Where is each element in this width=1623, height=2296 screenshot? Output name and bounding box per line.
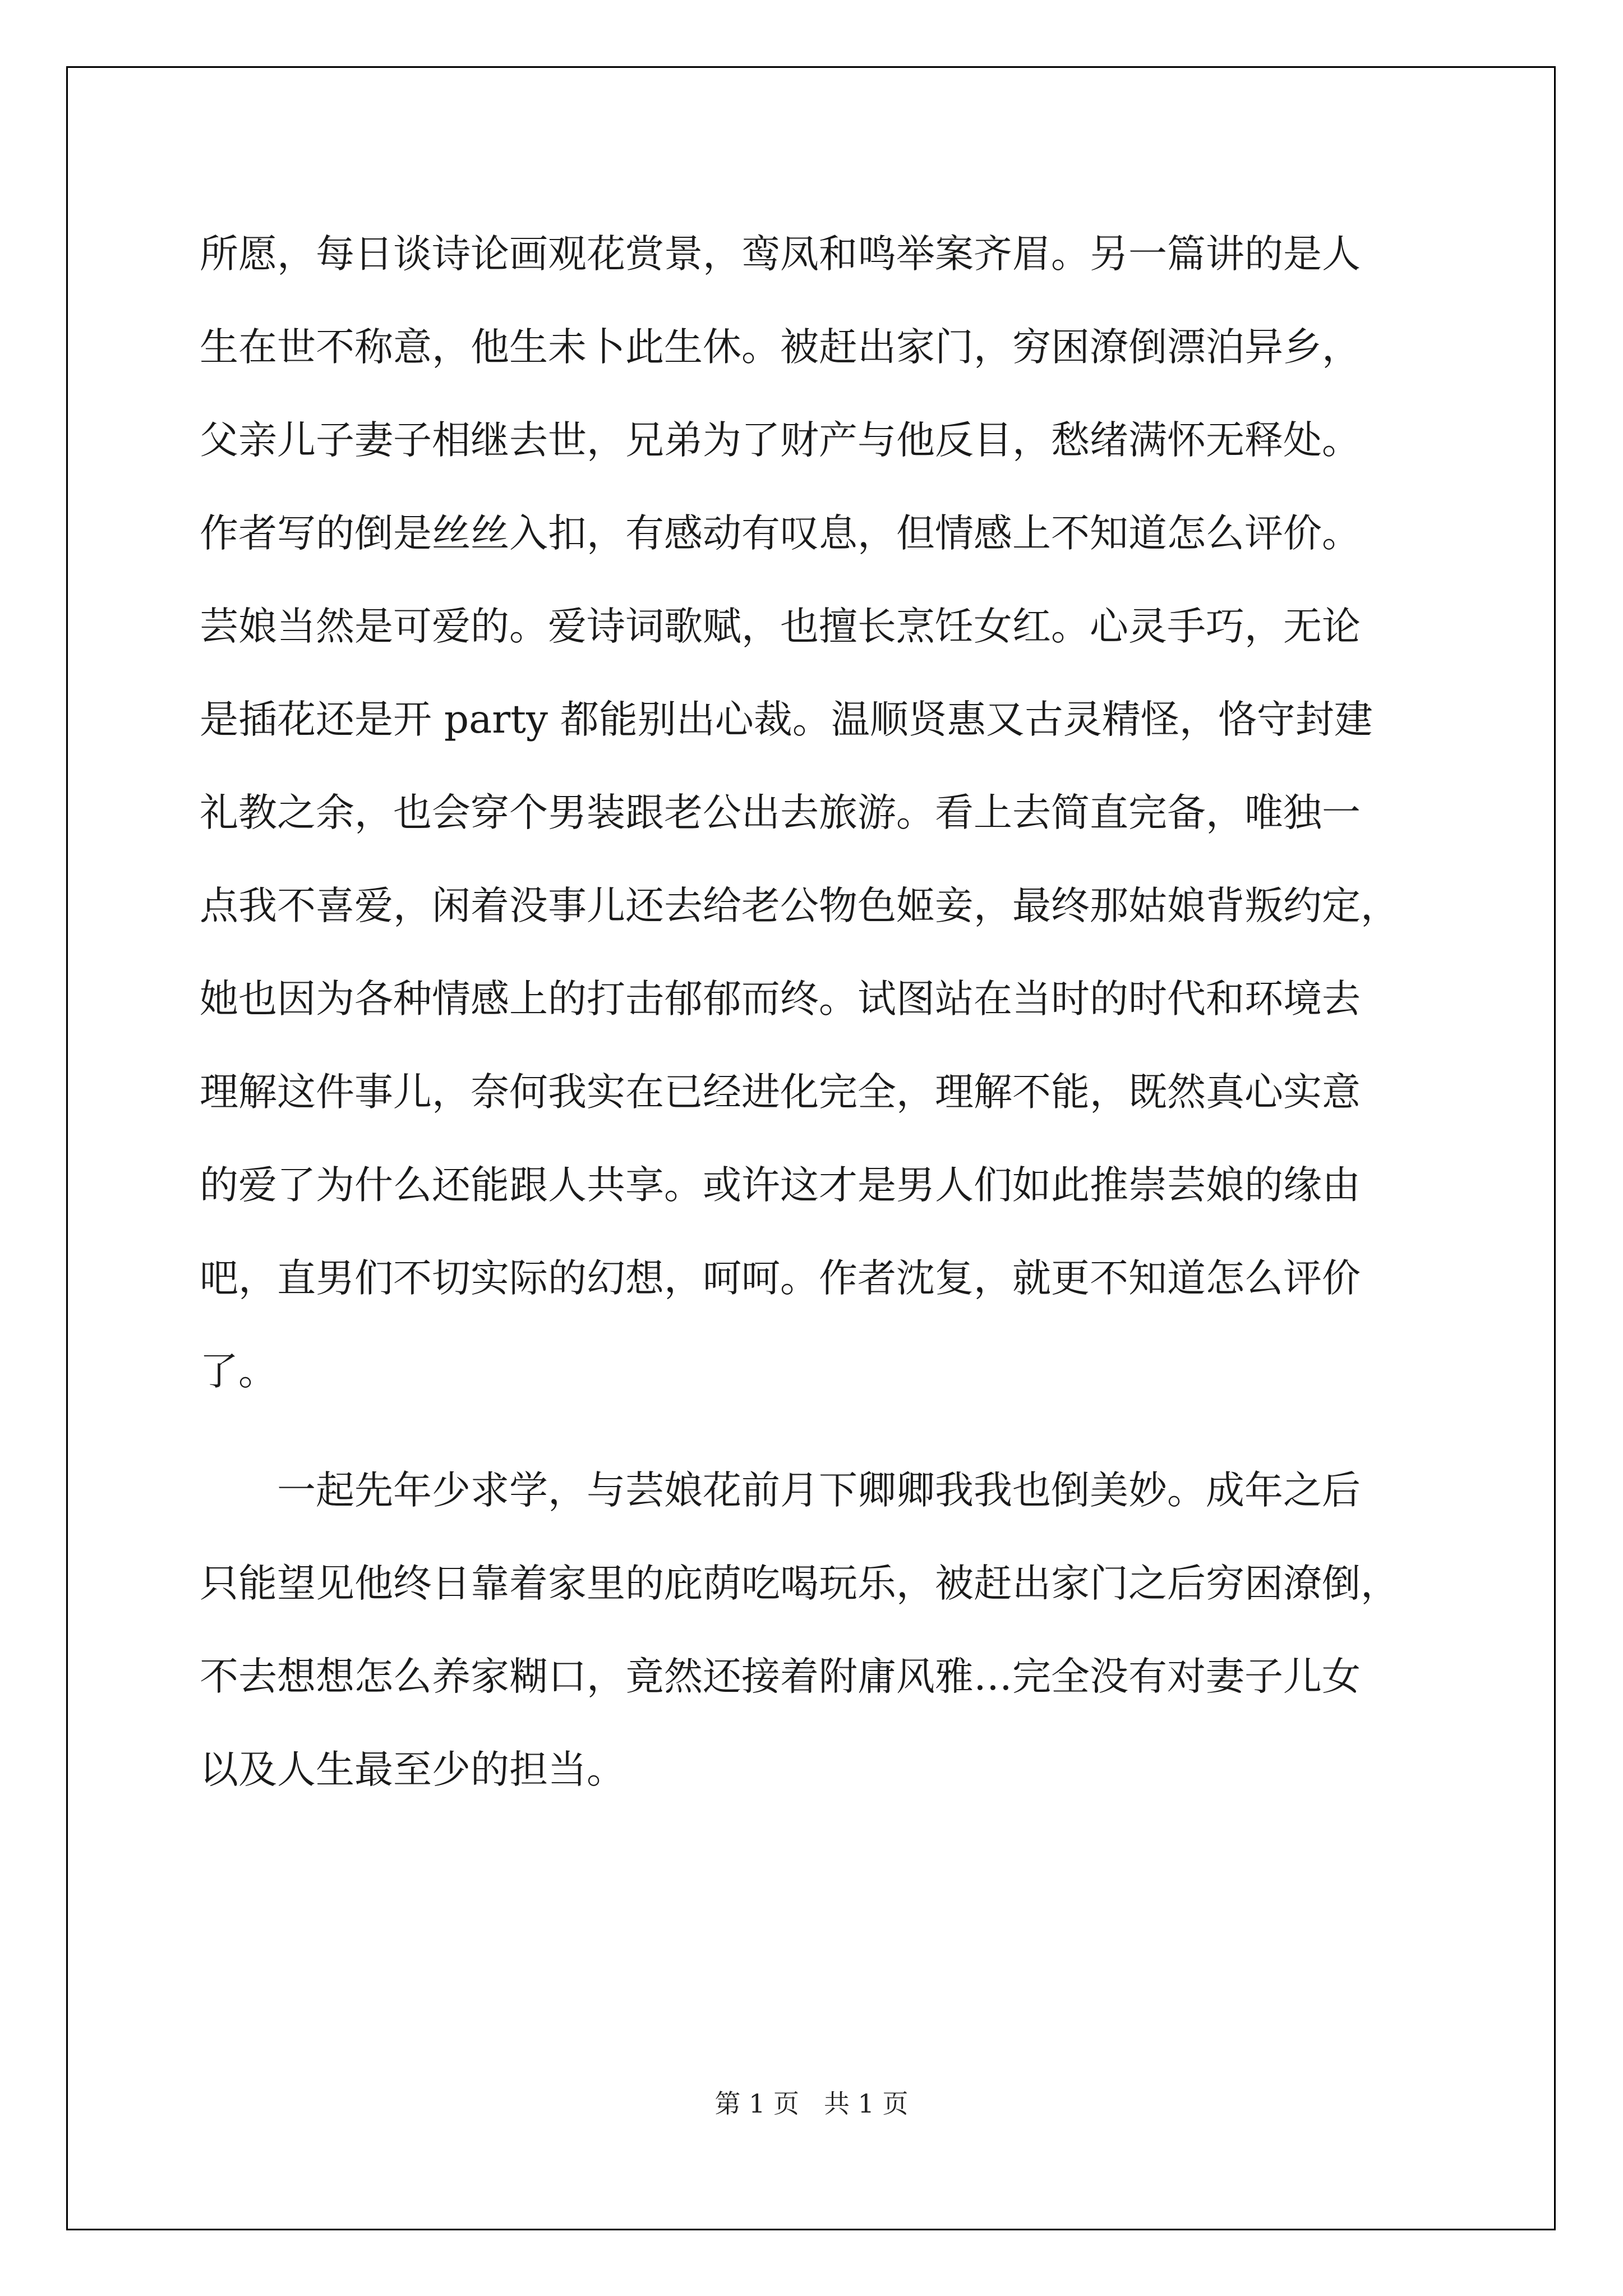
text-line: 礼教之余，也会穿个男装跟老公出去旅游。看上去简直完备，唯独一 xyxy=(200,790,1361,835)
paragraph-spacer xyxy=(200,1418,1445,1444)
text-line: 吧，直男们不切实际的幻想，呵呵。作者沈复，就更不知道怎么评价 xyxy=(200,1256,1361,1301)
text-line: 理解这件事儿，奈何我实在已经进化完全，理解不能，既然真心实意 xyxy=(200,1070,1361,1115)
text-line: 的爱了为什么还能跟人共享。或许这才是男人们如此推崇芸娘的缘由 xyxy=(200,1163,1361,1208)
text-line: 只能望见他终日靠着家里的庇荫吃喝玩乐，被赶出家门之后穷困潦倒， xyxy=(200,1561,1399,1606)
text-line-indented: 一起先年少求学，与芸娘花前月下卿卿我我也倒美妙。成年之后 xyxy=(277,1468,1361,1513)
text-line: 所愿，每日谈诗论画观花赏景，鸾凤和鸣举案齐眉。另一篇讲的是人 xyxy=(200,232,1361,277)
text-line: 不去想想怎么养家糊口，竟然还接着附庸风雅…完全没有对妻子儿女 xyxy=(200,1654,1361,1699)
text-line: 芸娘当然是可爱的。爱诗词歌赋，也擅长烹饪女红。心灵手巧，无论 xyxy=(200,604,1361,649)
text-line: 父亲儿子妻子相继去世，兄弟为了财产与他反目，愁绪满怀无释处。 xyxy=(200,418,1361,463)
page-number: 第 1 页 xyxy=(714,2088,799,2119)
page-footer xyxy=(0,2087,1623,2120)
text-line: 以及人生最至少的担当。 xyxy=(200,1747,625,1792)
text-line: 生在世不称意，他生未卜此生休。被赶出家门，穷困潦倒漂泊异乡， xyxy=(200,325,1361,370)
total-pages: 共 1 页 xyxy=(824,2088,909,2119)
text-line: 点我不喜爱，闲着没事儿还去给老公物色姬妾，最终那姑娘背叛约定， xyxy=(200,884,1399,928)
text-line: 她也因为各种情感上的打击郁郁而终。试图站在当时的时代和环境去 xyxy=(200,977,1361,1022)
text-line: 了。 xyxy=(200,1349,277,1394)
text-line: 是插花还是开 party 都能别出心裁。温顺贤惠又古灵精怪，恪守封建 xyxy=(200,697,1373,742)
text-line: 作者写的倒是丝丝入扣，有感动有叹息，但情感上不知道怎么评价。 xyxy=(200,511,1361,556)
document-body xyxy=(200,208,1445,1816)
